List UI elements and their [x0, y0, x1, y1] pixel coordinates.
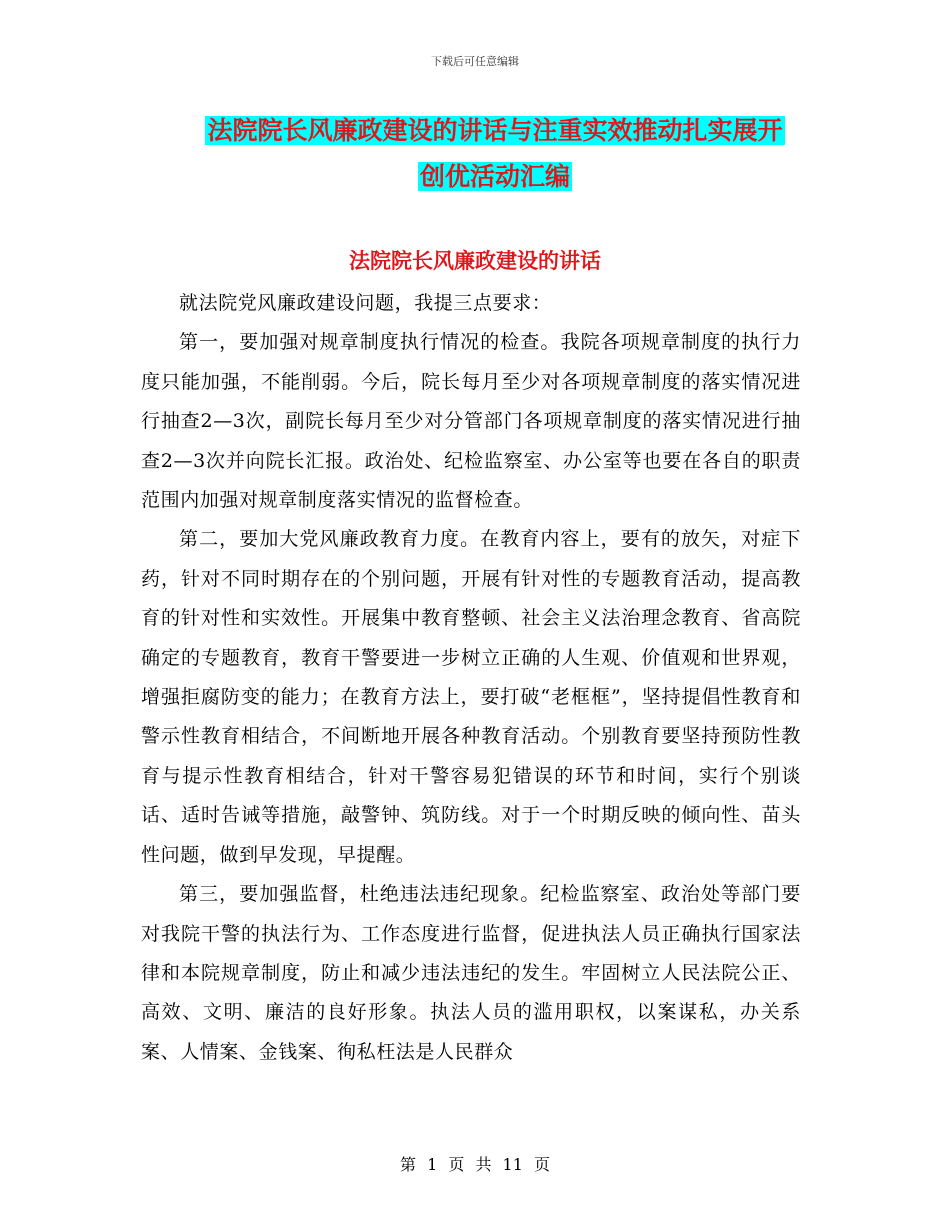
- page-footer: 第 1 页 共 11 页: [400, 1155, 550, 1174]
- paragraph-third: 第三，要加强监督，杜绝违法违纪现象。纪检监察室、政治处等部门要对我院干警的执法行为、工作态度进行监督，促进执法人员正确执行国家法律和本院规章制度，防止和减少违法违纪的发生。牢固树立人民法院公正、高效、文明、廉洁的良好形象。执法人员的滥用职权，以案谋私，办关系案、人情案、金钱案、徇私枉法是人民群众: [141, 883, 801, 1063]
- document-title-line-2: [190, 154, 800, 200]
- header-note: 下载后可任意编辑: [431, 55, 519, 68]
- section-title: 法院院长风廉政建设的讲话: [349, 249, 601, 273]
- paragraph-first: 第一，要加强对规章制度执行情况的检查。我院各项规章制度的执行力度只能加强，不能削弱。今后，院长每月至少对各项规章制度的落实情况进行抽查2—3次，副院长每月至少对分管部门各项规章制度的落实情况进行抽查2—3次并向院长汇报。政治处、纪检监察室、办公室等也要在各自的职责范围内加强对规章制度落实情况的监督检查。: [141, 331, 801, 512]
- document-title-text-1: 法院院长风廉政建设的讲话与注重实效推动扎实展开: [207, 116, 783, 145]
- document-title-text-2: 创优活动汇编: [419, 162, 570, 191]
- paragraph-second: 第二，要加大党风廉政教育力度。在教育内容上，要有的放矢，对症下药，针对不同时期存在的个别问题，开展有针对性的专题教育活动，提高教育的针对性和实效性。开展集中教育整顿、社会主义法治理念教育、省高院确定的专题教育，教育干警要进一步树立正确的人生观、价值观和世界观，增强拒腐防变的能力；在教育方法上，要打破“老框框”，坚持提倡性教育和警示性教育相结合，不间断地开展各种教育活动。个别教育要坚持预防性教育与提示性教育相结合，针对干警容易犯错误的环节和时间，实行个别谈话、适时告诫等措施，敲警钟、筑防线。对于一个时期反映的倾向性、苗头性问题，做到早发现，早提醒。: [141, 528, 801, 866]
- document-title-line-1: [190, 108, 800, 154]
- document-body: [141, 284, 801, 1072]
- paragraph-intro: 就法院党风廉政建设问题，我提三点要求：: [179, 292, 552, 314]
